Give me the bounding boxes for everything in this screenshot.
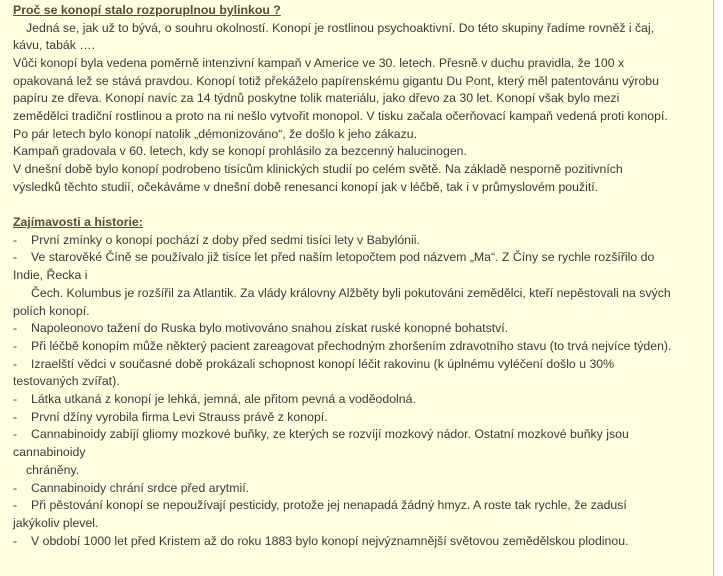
list-item [13, 391, 707, 409]
section-paragraph-why-controversial [13, 20, 707, 197]
list-dash: - [13, 480, 18, 495]
list-item [13, 320, 707, 338]
list-item [13, 356, 707, 374]
list-item-text: První džíny vyrobila firma Levi Strauss právě z konopí. [31, 409, 328, 424]
list-dash: - [13, 232, 18, 247]
list-item-text: jakýkoliv plevel. [13, 515, 99, 530]
list-dash: - [13, 321, 18, 336]
list-dash: - [13, 356, 18, 371]
list-item-continuation [13, 444, 707, 462]
list-item-continuation [13, 373, 707, 391]
paragraph-line: výsledků těchto studií, očekáváme v dnešní době renesanci konopí jak v léčbě, tak i v průmyslovém použití. [13, 179, 599, 194]
list-item-text: Cannabinoidy chrání srdce před arytmií. [31, 480, 250, 495]
section-spacer [13, 197, 707, 215]
list-item [13, 426, 707, 444]
list-item-continuation [13, 303, 707, 321]
list-item [13, 533, 707, 551]
list-dash: - [13, 409, 18, 424]
list-item [13, 409, 707, 427]
list-item-continuation [13, 267, 707, 285]
list-item-text: Při pěstování konopí se nepoužívají pesticidy, protože jej nenapadá žádný hmyz. A roste tak rychle, že zadusí [31, 498, 627, 513]
paragraph-line: opakovaná lež se stává pravdou. Konopí totiž překáželo papírenskému gigantu Du Pont, který měl patentovánu výrobu [13, 73, 659, 88]
list-dash: - [13, 392, 18, 407]
paragraph-line: Vůči konopí byla vedena poměrně intenzivní kampaň v Americe ve 30. letech. Přesně v duchu pravidla, že 100 x [13, 55, 625, 70]
list-item-text: Látka utkaná z konopí je lehká, jemná, ale přitom pevná a voděodolná. [31, 392, 416, 407]
paragraph-line: papíru ze dřeva. Konopí navíc za 14 týdnů poskytne tolik materiálu, jako dřevo za 30 let. Konopí však bylo mezi [13, 91, 620, 106]
list-dash: - [13, 427, 18, 442]
list-item-continuation [13, 462, 707, 480]
list-item-text: cannabinoidy [13, 445, 86, 460]
list-item-text: Při léčbě konopím může některý pacient zareagovat přechodným zhoršením zdravotního stavu (to trvá nejvíce týden). [31, 338, 672, 353]
list-item-text: Cannabinoidy zabíjí gliomy mozkové buňky, ze kterých se rozvíjí mozkový nádor. Ostatní mozkové buňky jsou [31, 427, 629, 442]
list-item [13, 497, 707, 515]
list-item [13, 232, 707, 250]
list-item [13, 249, 707, 267]
list-item-text: Indie, Řecka i [13, 268, 88, 283]
paragraph-line: Po pár letech bylo konopí natolik „démonizováno“, že došlo k jeho zákazu. [13, 126, 417, 141]
list-item-text: chráněny. [26, 462, 80, 477]
list-item-text: polích konopí. [13, 303, 90, 318]
list-item-text: V období 1000 let před Kristem až do roku 1883 bylo konopí nejvýznamnější světovou zemědělskou plodinou. [31, 533, 629, 548]
list-item-text: Izraelští vědci v současné době prokázali schopnost konopí léčit rakovinu (k úplnému vyléčení došlo u 30% [31, 356, 615, 371]
list-dash: - [13, 250, 18, 265]
paragraph-line: Jedná se, jak už to bývá, o souhru okolností. Konopí je rostlinou psychoaktivní. Do této skupiny řadíme rovněž i čaj, [26, 20, 655, 35]
list-dash: - [13, 338, 18, 353]
section-heading-why-controversial: Proč se konopí stalo rozporuplnou bylinkou ? [13, 3, 281, 17]
list-item [13, 480, 707, 498]
list-item [13, 338, 707, 356]
facts-list [13, 232, 707, 551]
paragraph-line: kávu, tabák …. [13, 38, 96, 53]
list-item-text: Napoleonovo tažení do Ruska bylo motivováno snahou získat ruské konopné bohatství. [31, 321, 509, 336]
list-dash: - [13, 533, 18, 548]
list-item-continuation [13, 285, 707, 303]
list-item-text: testovaných zvířat). [13, 374, 120, 389]
list-item-text: První zmínky o konopí pochází z doby před sedmi tisíci lety v Babylónii. [31, 232, 420, 247]
paragraph-line: V dnešní době bylo konopí podrobeno tisícům klinických studií po celém světě. Na základě nesporně pozitivních [13, 162, 623, 177]
section-heading-facts-history: Zajímavosti a historie: [13, 215, 143, 230]
list-item-continuation [13, 515, 707, 533]
paragraph-line: zemědělci tradiční rostlinou a proto na ni nešlo vytvořit monopol. V tisku začala očerňovací kampaň vedená proti konopí. [13, 109, 668, 124]
list-item-text: Čech. Kolumbus je rozšířil za Atlantik. Za vlády královny Alžběty byli pokutováni zemědělci, kteří nepěstovali na svých [31, 285, 671, 300]
paragraph-line: Kampaň gradovala v 60. letech, kdy se konopí prohlásilo za bezcenný halucinogen. [13, 144, 467, 159]
list-dash: - [13, 498, 18, 513]
list-item-text: Ve starověké Číně se používalo již tisíce let před naším letopočtem pod názvem „Ma“. Z Číny se rychle rozšířilo do [31, 250, 655, 265]
